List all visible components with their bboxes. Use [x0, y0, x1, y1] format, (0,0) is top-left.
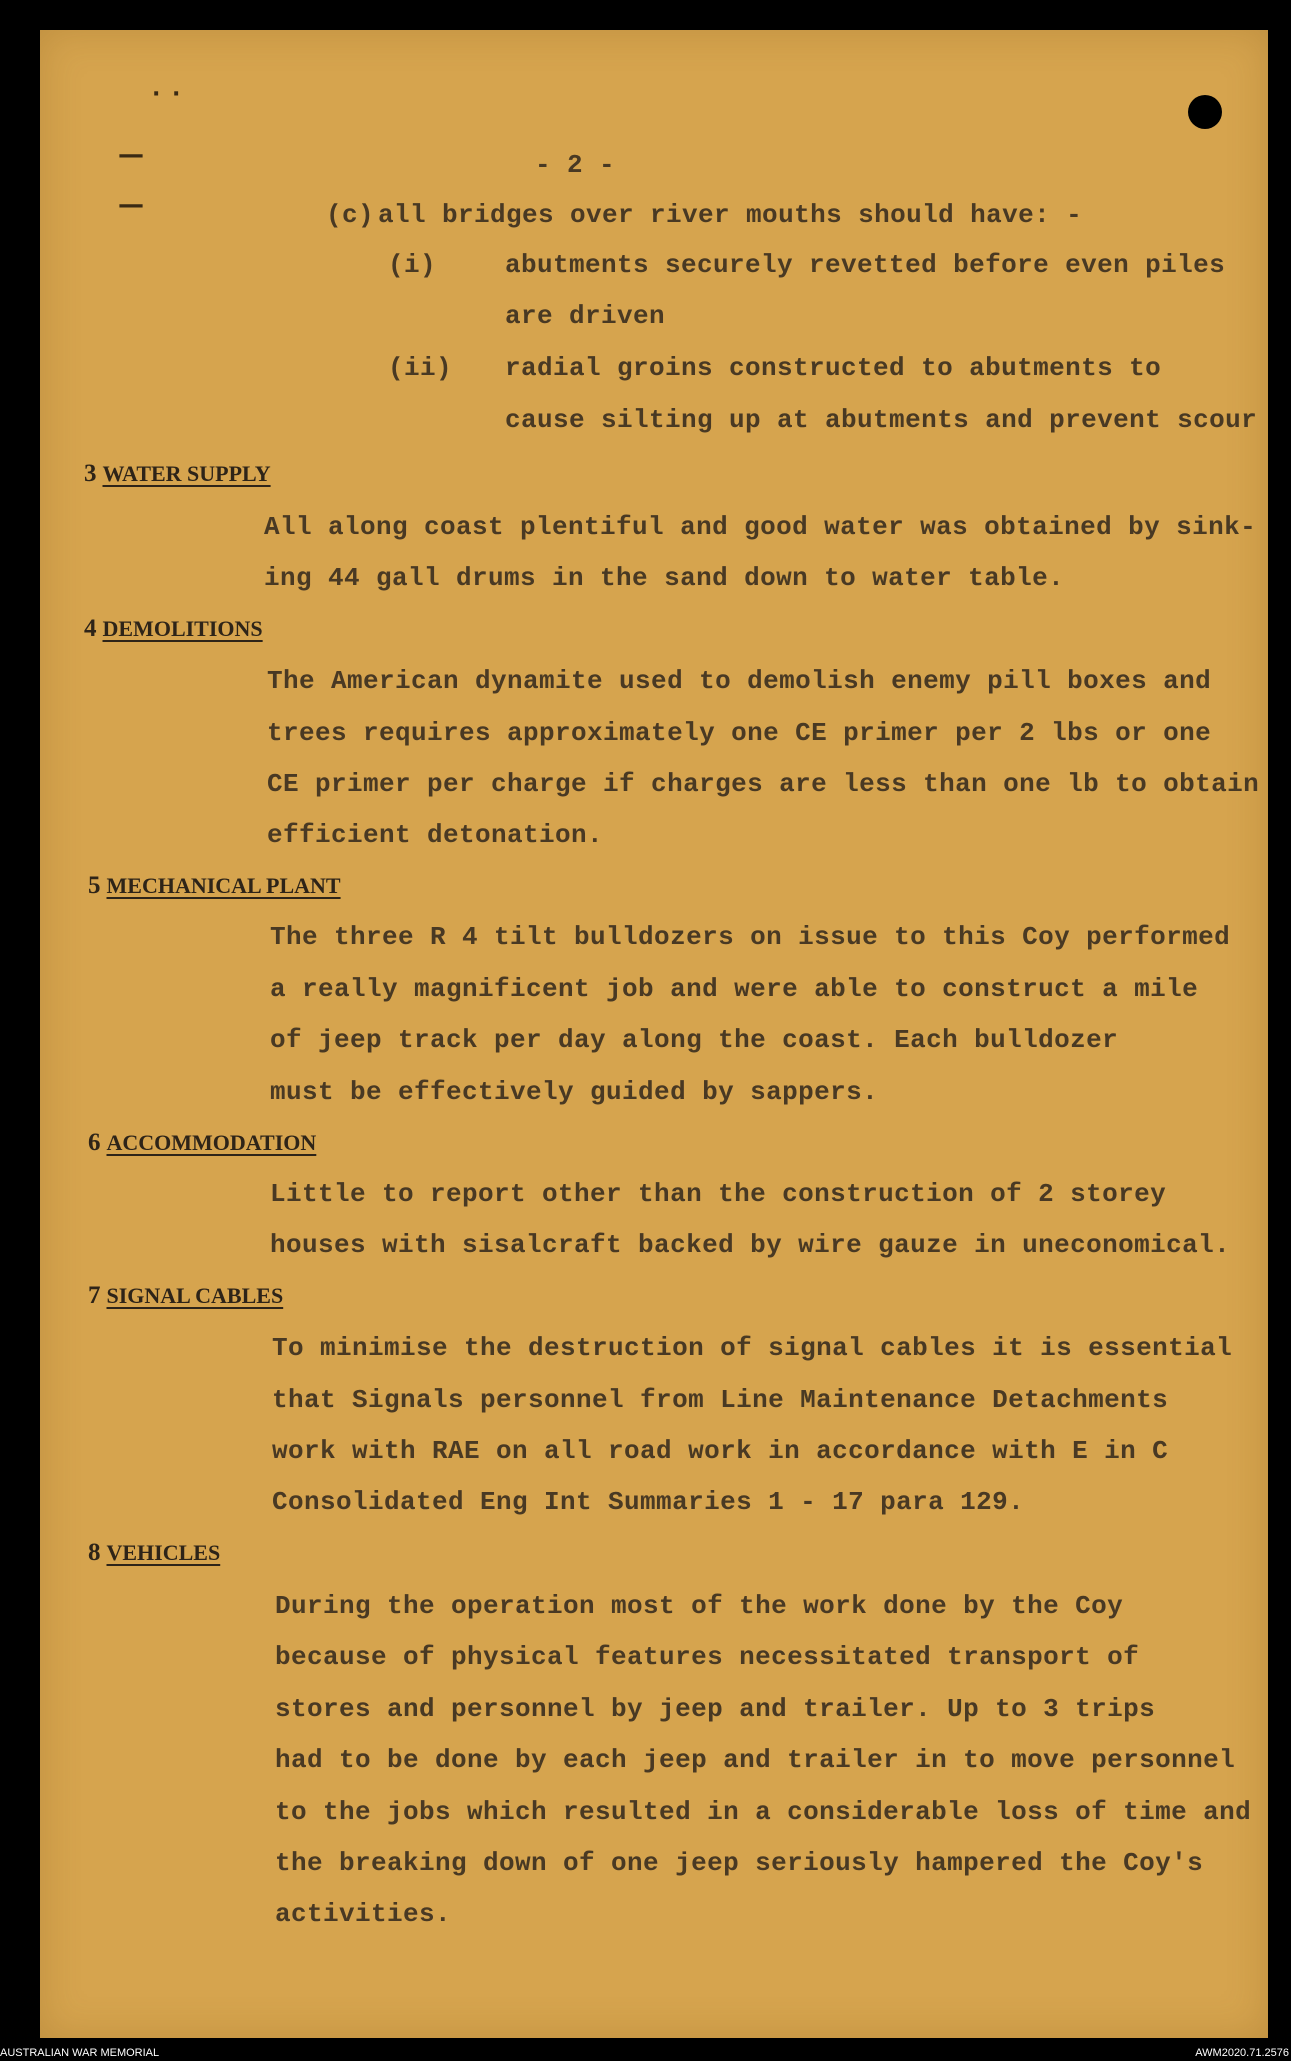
- section-number: 6: [88, 1129, 101, 1156]
- body-line: of jeep track per day along the coast. Each bulldozer: [270, 1025, 1119, 1055]
- section-heading: [88, 1282, 283, 1310]
- archive-reference: AWM2020.71.2576: [1195, 2047, 1289, 2059]
- body-line: During the operation most of the work done by the Coy: [275, 1591, 1124, 1621]
- body-line: to the jobs which resulted in a considerable loss of time and: [275, 1797, 1252, 1827]
- margin-mark: —: [118, 190, 144, 220]
- body-line: The American dynamite used to demolish enemy pill boxes and: [267, 666, 1212, 696]
- item-c-label: (c): [326, 200, 375, 230]
- body-line: trees requires approximately one CE primer per 2 lbs or one: [267, 718, 1212, 748]
- section-title: VEHICLES: [106, 1540, 221, 1565]
- punch-hole: [1188, 95, 1222, 129]
- body-line: activities.: [275, 1899, 452, 1929]
- body-line: The three R 4 tilt bulldozers on issue to this Coy performed: [270, 922, 1231, 952]
- section-title: DEMOLITIONS: [102, 616, 263, 641]
- margin-mark: · ·: [152, 82, 183, 107]
- section-heading: [88, 1129, 316, 1157]
- body-line: that Signals personnel from Line Maintenance Detachments: [272, 1385, 1169, 1415]
- body-line: because of physical features necessitated transport of: [275, 1642, 1140, 1672]
- section-number: 4: [84, 615, 97, 642]
- section-heading: [84, 615, 263, 643]
- section-number: 7: [88, 1282, 101, 1309]
- section-number: 3: [84, 460, 97, 487]
- subitem-line: radial groins constructed to abutments to: [505, 353, 1162, 383]
- section-heading: [88, 872, 341, 900]
- section-title: SIGNAL CABLES: [106, 1283, 284, 1308]
- body-line: All along coast plentiful and good water was obtained by sink-: [264, 512, 1257, 542]
- section-title: WATER SUPPLY: [102, 461, 271, 486]
- subitem-line: abutments securely revetted before even piles: [505, 250, 1226, 280]
- section-title: ACCOMMODATION: [106, 1130, 317, 1155]
- body-line: stores and personnel by jeep and trailer. Up to 3 trips: [275, 1694, 1156, 1724]
- body-line: Little to report other than the construction of 2 storey: [270, 1179, 1167, 1209]
- subitem-line: are driven: [505, 301, 666, 331]
- body-line: work with RAE on all road work in accordance with E in C: [272, 1436, 1169, 1466]
- body-line: the breaking down of one jeep seriously hampered the Coy's: [275, 1848, 1204, 1878]
- body-line: To minimise the destruction of signal cables it is essential: [272, 1333, 1233, 1363]
- margin-mark: —: [118, 140, 144, 170]
- item-c-text: all bridges over river mouths should have: -: [378, 200, 1083, 230]
- body-line: efficient detonation.: [267, 820, 604, 850]
- archive-credit: AUSTRALIAN WAR MEMORIAL: [0, 2047, 160, 2059]
- subitem-label: (ii): [388, 353, 453, 383]
- section-title: MECHANICAL PLANT: [106, 873, 341, 898]
- body-line: Consolidated Eng Int Summaries 1 - 17 para 129.: [272, 1487, 1025, 1517]
- subitem-line: cause silting up at abutments and prevent scour: [505, 405, 1258, 435]
- body-line: CE primer per charge if charges are less than one lb to obtain: [267, 769, 1260, 799]
- body-line: ing 44 gall drums in the sand down to water table.: [264, 563, 1065, 593]
- section-heading: [88, 1539, 220, 1567]
- body-line: had to be done by each jeep and trailer in to move personnel: [275, 1745, 1236, 1775]
- body-line: a really magnificent job and were able to construct a mile: [270, 974, 1199, 1004]
- body-line: must be effectively guided by sappers.: [270, 1077, 879, 1107]
- subitem-label: (i): [388, 250, 437, 280]
- section-number: 8: [88, 1539, 101, 1566]
- section-heading: [84, 460, 271, 488]
- section-number: 5: [88, 872, 101, 899]
- body-line: houses with sisalcraft backed by wire gauze in uneconomical.: [270, 1230, 1231, 1260]
- page-number: - 2 -: [535, 150, 616, 180]
